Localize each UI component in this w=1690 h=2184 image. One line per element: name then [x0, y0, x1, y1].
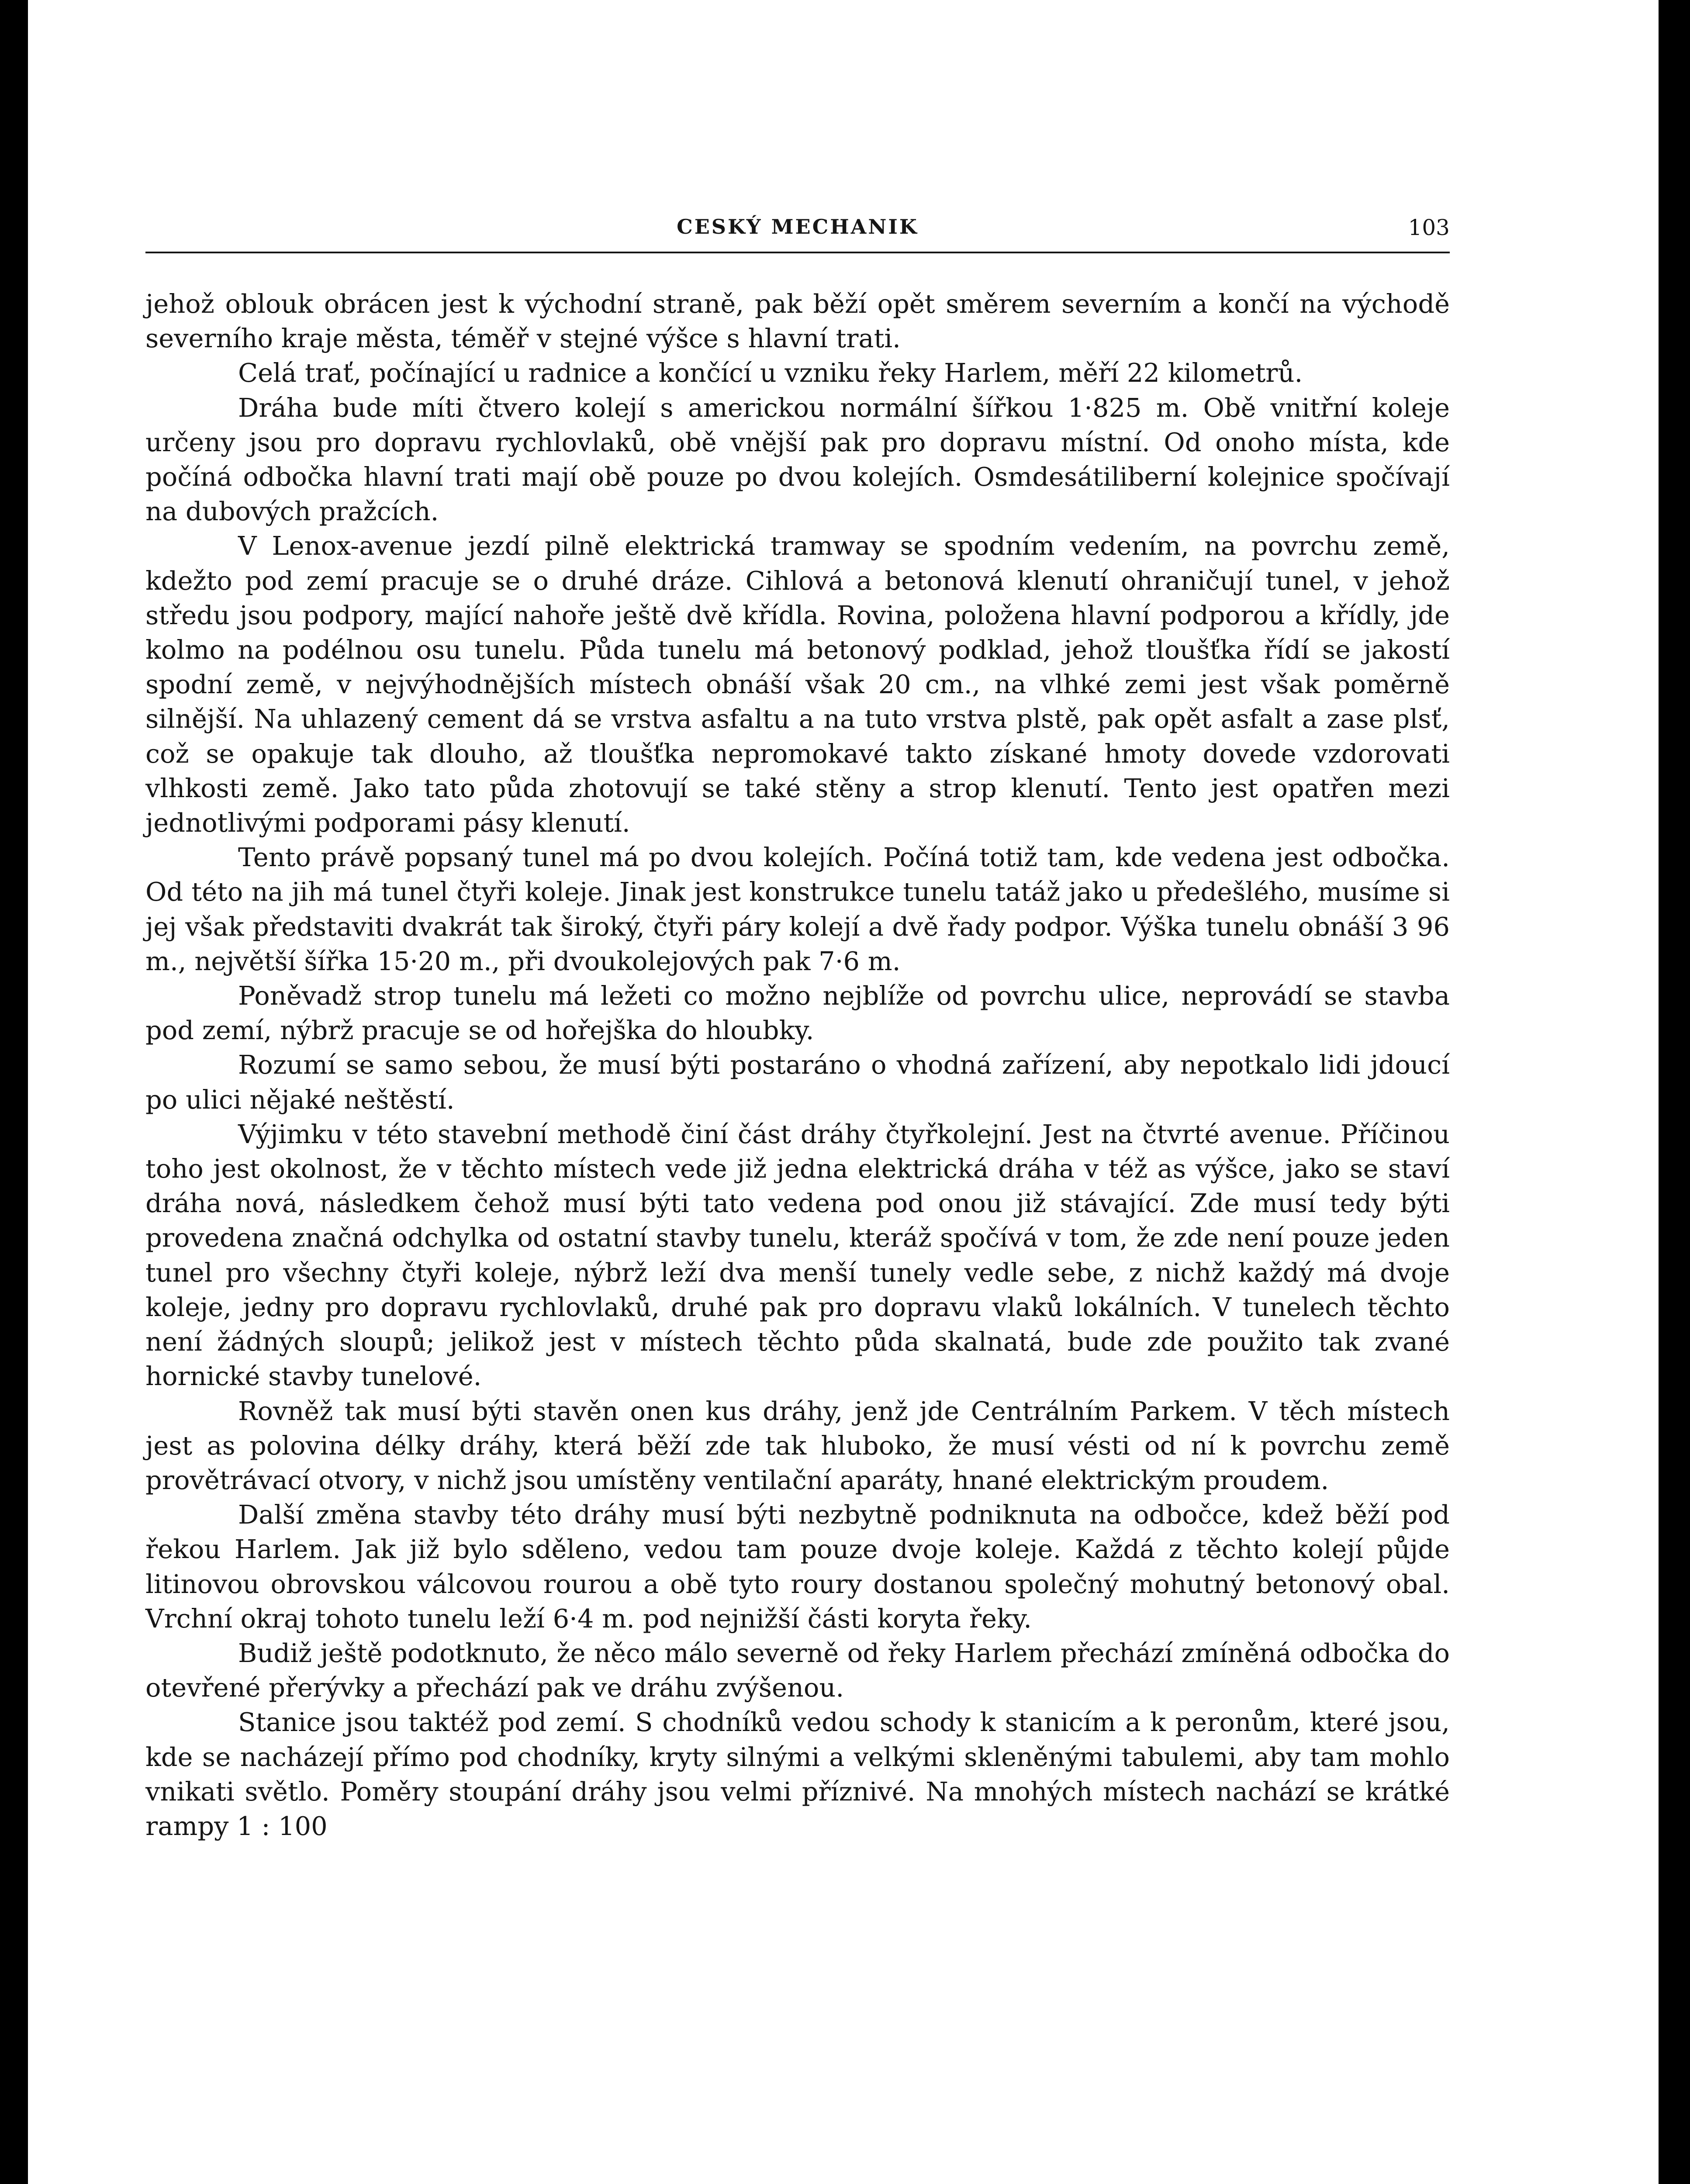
header-rule — [145, 252, 1450, 253]
paragraph: Dráha bude míti čtvero kolejí s americkou normální šířkou 1·825 m. Obě vnitřní koleje určeny jsou pro dopravu rychlovlaků, obě vnější pak pro dopravu místní. Od onoho místa, kde počíná odbočka hlavní trati mají obě pouze po dvou kolejích. Osmdesátiliberní kolejnice spočívají na dubových pražcích. — [145, 392, 1450, 527]
paragraph-continued: jehož oblouk obrácen jest k východní straně, pak běží opět směrem severním a končí na východě severního kraje města, téměř v stejné výšce s hlavní trati. — [145, 289, 1450, 354]
book-page — [28, 0, 1659, 2184]
paragraph: Rovněž tak musí býti stavěn onen kus dráhy, jenž jde Centrálním Parkem. V těch místech jest as polovina délky dráhy, která běží zde tak hluboko, že musí vésti od ní k povrchu země provětrávací otvory, v nichž jsou umístěny ventilační aparáty, hnané elektrickým proudem. — [145, 1396, 1450, 1495]
running-header — [145, 215, 1450, 243]
paragraph: Další změna stavby této dráhy musí býti nezbytně podniknuta na odbočce, kdež běží pod řekou Harlem. Jak již bylo sděleno, vedou tam pouze dvoje koleje. Každá z těchto kolejí půjde litinovou obrovskou válcovou rourou a obě tyto roury dostanou společný mohutný betonový obal. Vrchní okraj tohoto tunelu leží 6·4 m. pod nejnižší části koryta řeky. — [145, 1500, 1450, 1634]
paragraph: Budiž ještě podotknuto, že něco málo severně od řeky Harlem přechází zmíněná odbočka do otevřené přerývky a přechází pak ve dráhu zvýšenou. — [145, 1638, 1450, 1703]
body-text — [145, 287, 1450, 1843]
page-content — [145, 215, 1450, 1843]
paragraph: Stanice jsou taktéž pod zemí. S chodníků vedou schody k stanicím a k peronům, které jsou, kde se nacházejí přímo pod chodníky, kryty silnými a velkými skleněnými tabulemi, aby tam mohlo vnikati světlo. Poměry stoupání dráhy jsou velmi příznivé. Na mnohých místech nachází se krátké rampy 1 : 100 — [145, 1707, 1450, 1841]
page-number: 103 — [1408, 215, 1450, 240]
running-title: CESKÝ MECHANIK — [677, 215, 919, 238]
paragraph: Výjimku v této stavební methodě činí část dráhy čtyřkolejní. Jest na čtvrté avenue. Příčinou toho jest okolnost, že v těchto místech vede již jedna elektrická dráha v též as výšce, jako se staví dráha nová, následkem čehož musí býti tato vedena pod onou již stávající. Zde musí tedy býti provedena značná odchylka od ostatní stavby tunelu, kteráž spočívá v tom, že zde není pouze jeden tunel pro všechny čtyři koleje, nýbrž leží dva menší tunely vedle sebe, z nichž každý má dvoje koleje, jedny pro dopravu rychlovlaků, druhé pak pro dopravu vlaků lokálních. V tunelech těchto není žádných sloupů; jelikož jest v místech těchto půda skalnatá, bude zde použito tak zvané hornické stavby tunelové. — [145, 1119, 1450, 1392]
paragraph: Poněvadž strop tunelu má ležeti co možno nejblíže od povrchu ulice, neprovádí se stavba pod zemí, nýbrž pracuje se od hořejška do hloubky. — [145, 981, 1450, 1046]
paragraph: Rozumí se samo sebou, že musí býti postaráno o vhodná zařízení, aby nepotkalo lidi jdoucí po ulici nějaké neštěstí. — [145, 1050, 1450, 1115]
paragraph: Tento právě popsaný tunel má po dvou kolejích. Počíná totiž tam, kde vedena jest odbočka. Od této na jih má tunel čtyři koleje. Jinak jest konstrukce tunelu tatáž jako u předešlého, musíme si jej však představiti dvakrát tak široký, čtyři páry kolejí a dvě řady podpor. Výška tunelu obnáší 3 96 m., největší šířka 15·20 m., při dvoukolejových pak 7·6 m. — [145, 842, 1450, 976]
paragraph: Celá trať, počínající u radnice a končící u vzniku řeky Harlem, měří 22 kilometrů. — [238, 358, 1303, 388]
paragraph: V Lenox-avenue jezdí pilně elektrická tramway se spodním vedením, na povrchu země, kdežto pod zemí pracuje se o druhé dráze. Cihlová a betonová klenutí ohraničují tunel, v jehož středu jsou podpory, mající nahoře ještě dvě křídla. Rovina, položena hlavní podporou a křídly, jde kolmo na podélnou osu tunelu. Půda tunelu má betonový podklad, jehož tloušťka řídí se jakostí spodní země, v nejvýhodnějších místech obnáší však 20 cm., na vlhké zemi jest však poměrně silnější. Na uhlazený cement dá se vrstva asfaltu a na tuto vrstva plstě, pak opět asfalt a zase plsť, což se opakuje tak dlouho, až tloušťka nepromokavé takto získané hmoty dovede vzdorovati vlhkosti země. Jako tato půda zhotovují se také stěny a strop klenutí. Tento jest opatřen mezi jednotlivými podporami pásy klenutí. — [145, 531, 1450, 838]
